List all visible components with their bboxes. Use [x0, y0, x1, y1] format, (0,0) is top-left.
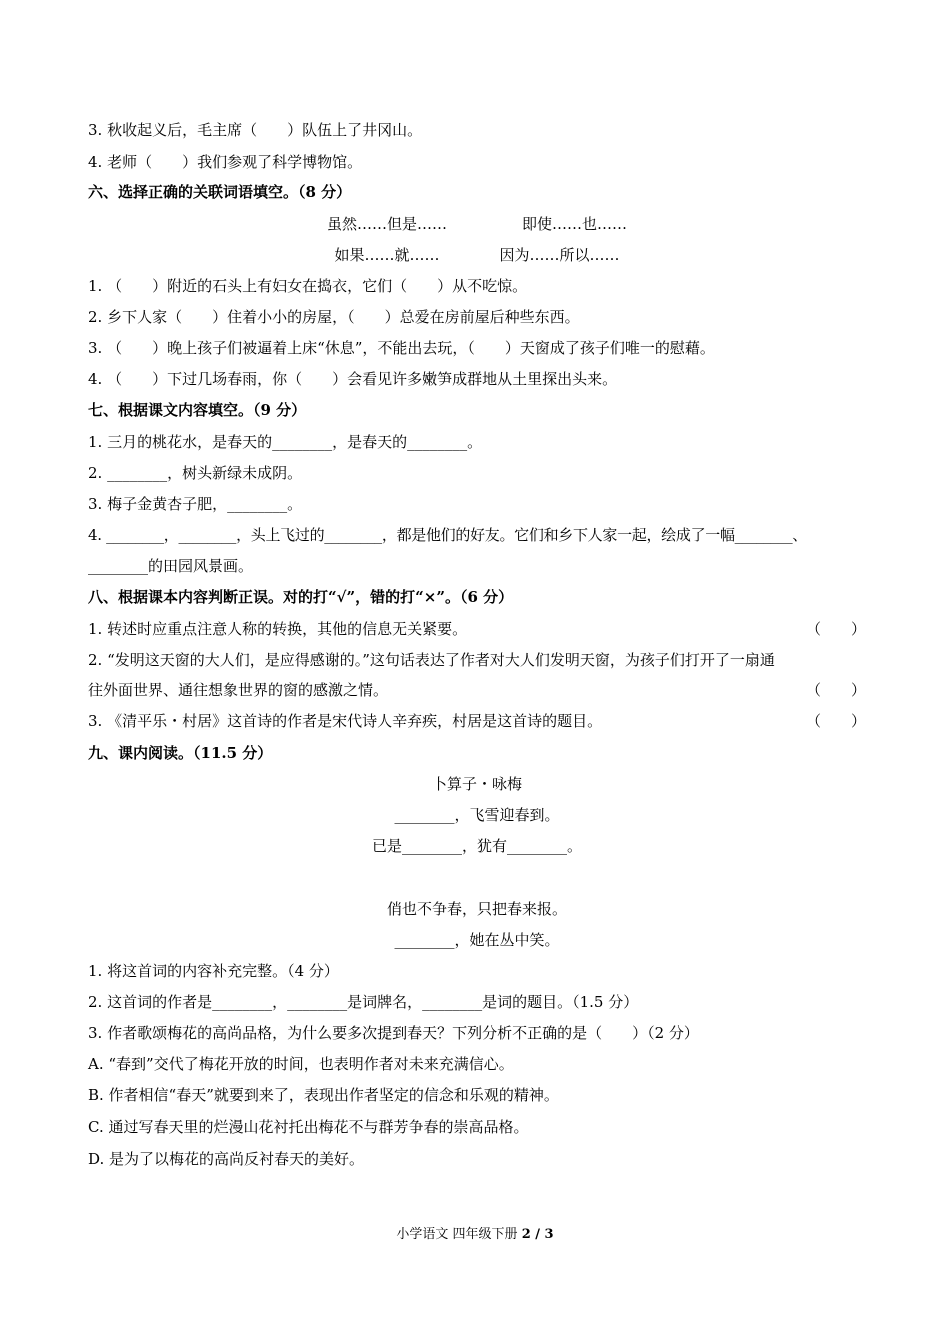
question-6-3: 3. （ ）晚上孩子们被逼着上床“休息”，不能出去玩，（ ）天窗成了孩子们唯一的慰藉。 — [88, 339, 715, 357]
question-7-4-continued: ________的田园风景画。 — [88, 557, 254, 575]
page-footer — [0, 1226, 950, 1244]
question-8-2-continued — [88, 679, 866, 701]
option-b: B. 作者相信“春天”就要到来了，表现出作者坚定的信念和乐观的精神。 — [88, 1086, 559, 1104]
question-6-4: 4. （ ）下过几场春雨，你（ ）会看见许多嫩笋成群地从土里探出头来。 — [88, 370, 618, 388]
option-d: D. 是为了以梅花的高尚反衬春天的美好。 — [88, 1150, 365, 1168]
poem-line-4: ________，她在丛中笑。 — [394, 931, 560, 949]
poem-line-2: 已是________，犹有________。 — [371, 837, 582, 855]
answer-bracket: （ ） — [805, 712, 866, 730]
question-8-1 — [88, 618, 866, 640]
word-bank-row-1: 虽然……但是…… 即使……也…… — [326, 215, 627, 233]
answer-bracket: （ ） — [805, 620, 866, 638]
word-bank-row-2: 如果……就…… 因为……所以…… — [334, 246, 620, 264]
question-5-4: 4. 老师（ ）我们参观了科学博物馆。 — [88, 153, 363, 171]
option-a: A. “春到”交代了梅花开放的时间，也表明作者对未来充满信心。 — [88, 1055, 514, 1073]
question-6-1: 1. （ ）附近的石头上有妇女在捣衣，它们（ ）从不吃惊。 — [88, 277, 528, 295]
question-7-2: 2. ________，树头新绿未成阴。 — [88, 464, 303, 482]
question-7-3: 3. 梅子金黄杏子肥，________。 — [88, 495, 303, 513]
section-7-heading: 七、根据课文内容填空。（9 分） — [88, 401, 307, 419]
poem-line-1: ________，飞雪迎春到。 — [394, 806, 560, 824]
footer-label: 小学语文 四年级下册 — [396, 1227, 522, 1242]
section-9-heading: 九、课内阅读。（11.5 分） — [88, 744, 273, 762]
section-8-heading: 八、根据课本内容判断正误。对的打“√”，错的打“×”。（6 分） — [88, 588, 514, 606]
question-9-3: 3. 作者歌颂梅花的高尚品格，为什么要多次提到春天？下列分析不正确的是（ ）（2 分） — [88, 1024, 699, 1042]
question-8-2-text: 往外面世界、通往想象世界的窗的感激之情。 — [88, 681, 389, 699]
question-9-1: 1. 将这首词的内容补充完整。（4 分） — [88, 962, 339, 980]
answer-bracket: （ ） — [805, 681, 866, 699]
question-8-1-text: 1. 转述时应重点注意人称的转换，其他的信息无关紧要。 — [88, 620, 468, 638]
question-8-3-text: 3. 《清平乐・村居》这首诗的作者是宋代诗人辛弃疾，村居是这首诗的题目。 — [88, 712, 603, 730]
question-8-3 — [88, 710, 866, 732]
question-9-2: 2. 这首词的作者是________，________是词牌名，________是词的题目。（1.5 分） — [88, 993, 639, 1011]
question-8-2: 2. “发明这天窗的大人们，是应得感谢的。”这句话表达了作者对大人们发明天窗，为孩子们打开了一扇通 — [88, 651, 775, 669]
question-6-2: 2. 乡下人家（ ）住着小小的房屋，（ ）总爱在房前屋后种些东西。 — [88, 308, 580, 326]
poem-title: 卜算子・咏梅 — [431, 775, 522, 793]
question-7-4: 4. ________，________，头上飞过的________，都是他们的好友。它们和乡下人家一起，绘成了一幅________、 — [88, 526, 807, 544]
question-7-1: 1. 三月的桃花水，是春天的________，是春天的________。 — [88, 433, 483, 451]
poem-line-3: 俏也不争春，只把春来报。 — [386, 900, 567, 918]
page-number: 2 / 3 — [521, 1227, 554, 1242]
question-5-3: 3. 秋收起义后，毛主席（ ）队伍上了井冈山。 — [88, 121, 423, 139]
section-6-heading: 六、选择正确的关联词语填空。（8 分） — [88, 183, 352, 201]
option-c: C. 通过写春天里的烂漫山花衬托出梅花不与群芳争春的崇高品格。 — [88, 1118, 529, 1136]
